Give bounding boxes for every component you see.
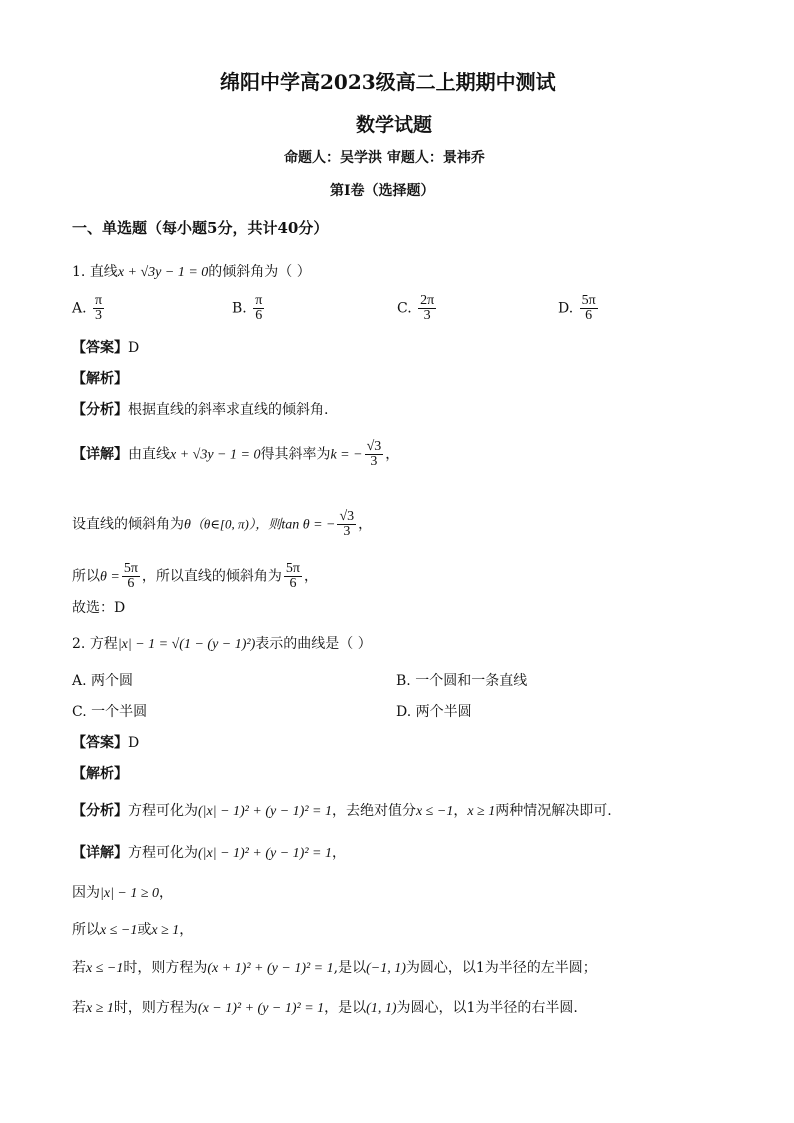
option-letter: C. [397,300,412,317]
fenxi-text: 根据直线的斜率求直线的倾斜角. [128,402,329,418]
option-d[interactable] [396,704,472,720]
detail-text: 为圆心，以1为半径的右半圆. [396,1000,578,1016]
detail-condition: x ≤ −1 [100,923,138,938]
fenxi-line [72,803,612,820]
detail-text: 若 [72,960,86,976]
fenxi-label: 【分析】 [72,402,128,418]
detail-text: ， [385,446,400,463]
fenxi-condition: x ≥ 1 [467,804,496,819]
question-suffix: 表示的曲线是（ ） [255,636,372,652]
option-c[interactable] [72,704,147,720]
page-title: 绵阳中学高2023级高二上期期中测试 [220,70,556,94]
conclusion: 故选：D [72,600,126,616]
option-fraction: $\frac{\pi}{3}$ [95,293,103,323]
fenxi-text: 方程可化为 [128,803,198,819]
answer-line [72,735,139,751]
detail-text: ， [179,922,194,938]
fenxi-label: 【分析】 [72,803,128,819]
detail-text: 因为 [72,885,100,901]
answer-label: 【答案】 [72,735,128,751]
detail-condition: x ≥ 1 [151,923,180,938]
detail-line-2 [72,510,372,539]
question-equation: |x| − 1 = √(1 − (y − 1)²) [117,637,256,652]
detail-text: 为圆心，以1为半径的左半圆； [405,960,597,976]
theta-fraction: $\frac{5\pi}{6}$ [123,561,138,591]
detail-line-3 [72,562,318,591]
detail-text: 或 [137,922,152,938]
option-letter: D. [396,704,412,720]
detail-text: ， [159,885,174,901]
detail-text: 设直线的倾斜角为 [72,516,184,533]
detail-text: 所以 [72,568,100,585]
slope-k: k = − [330,447,363,463]
detail-text: 时，则方程为 [113,1000,198,1016]
fenxi-text: 两种情况解决即可. [495,803,612,819]
detail-text: 所以 [72,922,100,938]
option-letter: C. [72,704,87,720]
detail-line-2 [72,885,173,902]
question-1 [72,264,311,281]
question-suffix: 的倾斜角为（ ） [208,264,311,280]
option-fraction: $\frac{5\pi}{6}$ [581,293,596,323]
detail-text: 由直线 [128,446,170,463]
question-number: 2. [72,636,86,652]
answer-line [72,340,139,356]
detail-equation: |x| − 1 ≥ 0 [100,886,160,901]
theta-range: （θ∈[0, π)），则 [190,516,282,532]
detail-text: 得其斜率为 [260,446,331,463]
detail-condition: x ≤ −1 [86,961,124,976]
option-letter: B. [396,673,411,689]
circle-equation: (x + 1)² + (y − 1)² = 1 [207,961,334,976]
detail-condition: x ≥ 1 [86,1001,114,1016]
theta-symbol: θ [184,517,191,533]
angle-fraction: $\frac{5\pi}{6}$ [285,561,300,591]
question-2 [72,636,372,653]
fenxi-text: ，去绝对值分 [331,803,416,819]
theta-equals: θ = [100,569,120,585]
question-equation: x + √3y − 1 = 0 [117,265,209,280]
detail-line-1 [72,440,399,469]
circle-center: (1, 1) [366,1001,397,1016]
detail-text: 方程可化为 [128,845,198,861]
question-prefix: 直线 [89,264,118,280]
tan-fraction: $\frac{√3}{3}$ [339,509,355,539]
volume-heading: 第I卷（选择题） [330,183,435,199]
circle-center: (−1, 1) [366,961,406,976]
circle-equation: (x − 1)² + (y − 1)² = 1 [197,1001,325,1016]
answer-label: 【答案】 [72,340,128,356]
detail-text: ，是以 [324,1000,367,1016]
question-number: 1. [72,264,86,280]
option-a[interactable] [72,294,106,323]
detail-text: 若 [72,1000,86,1016]
option-fraction: $\frac{\pi}{6}$ [255,293,263,323]
detail-equation: (|x| − 1)² + (y − 1)² = 1 [198,846,332,861]
detail-text: ， [331,845,346,861]
detail-text: ， [303,568,318,585]
option-b[interactable] [232,294,266,323]
detail-text: ， [358,516,373,533]
option-d[interactable] [558,294,600,323]
slope-fraction: $\frac{√3}{3}$ [366,439,382,469]
detail-label: 【详解】 [72,446,128,463]
detail-text: 时，则方程为 [123,960,208,976]
fenxi-equation: (|x| − 1)² + (y − 1)² = 1 [198,804,332,819]
option-b[interactable] [396,673,527,689]
option-letter: A. [72,673,87,689]
option-a[interactable] [72,673,133,689]
option-text: 两个圆 [91,673,134,689]
fenxi-line [72,402,328,418]
option-letter: D. [558,300,574,317]
fenxi-text: ， [453,803,468,819]
fenxi-condition: x ≤ −1 [415,804,454,819]
option-text: 两个半圆 [415,704,472,720]
option-fraction: $\frac{2\pi}{3}$ [420,293,435,323]
detail-text: ,是以 [333,960,367,976]
section-heading: 一、单选题（每小题5分，共计40分） [72,219,329,237]
analysis-label: 【解析】 [72,766,128,782]
detail-text: ，所以直线的倾斜角为 [141,568,282,585]
option-text: 一个半圆 [91,704,148,720]
answer-value: D [128,735,140,751]
option-c[interactable] [397,294,438,323]
page-subtitle: 数学试题 [356,114,433,136]
option-text: 一个圆和一条直线 [415,673,528,689]
authors-line: 命题人：吴学洪 审题人：景祎乔 [284,150,485,166]
analysis-label: 【解析】 [72,371,128,387]
detail-line-3 [72,922,193,939]
option-letter: B. [232,300,247,317]
tan-expression: tan θ = − [281,517,336,533]
detail-equation: x + √3y − 1 = 0 [170,447,261,463]
detail-line-4 [72,960,597,977]
question-prefix: 方程 [89,636,118,652]
option-letter: A. [72,300,87,317]
detail-line-5 [72,1000,578,1017]
detail-line-1 [72,845,346,862]
answer-value: D [128,340,140,356]
detail-label: 【详解】 [72,845,128,861]
